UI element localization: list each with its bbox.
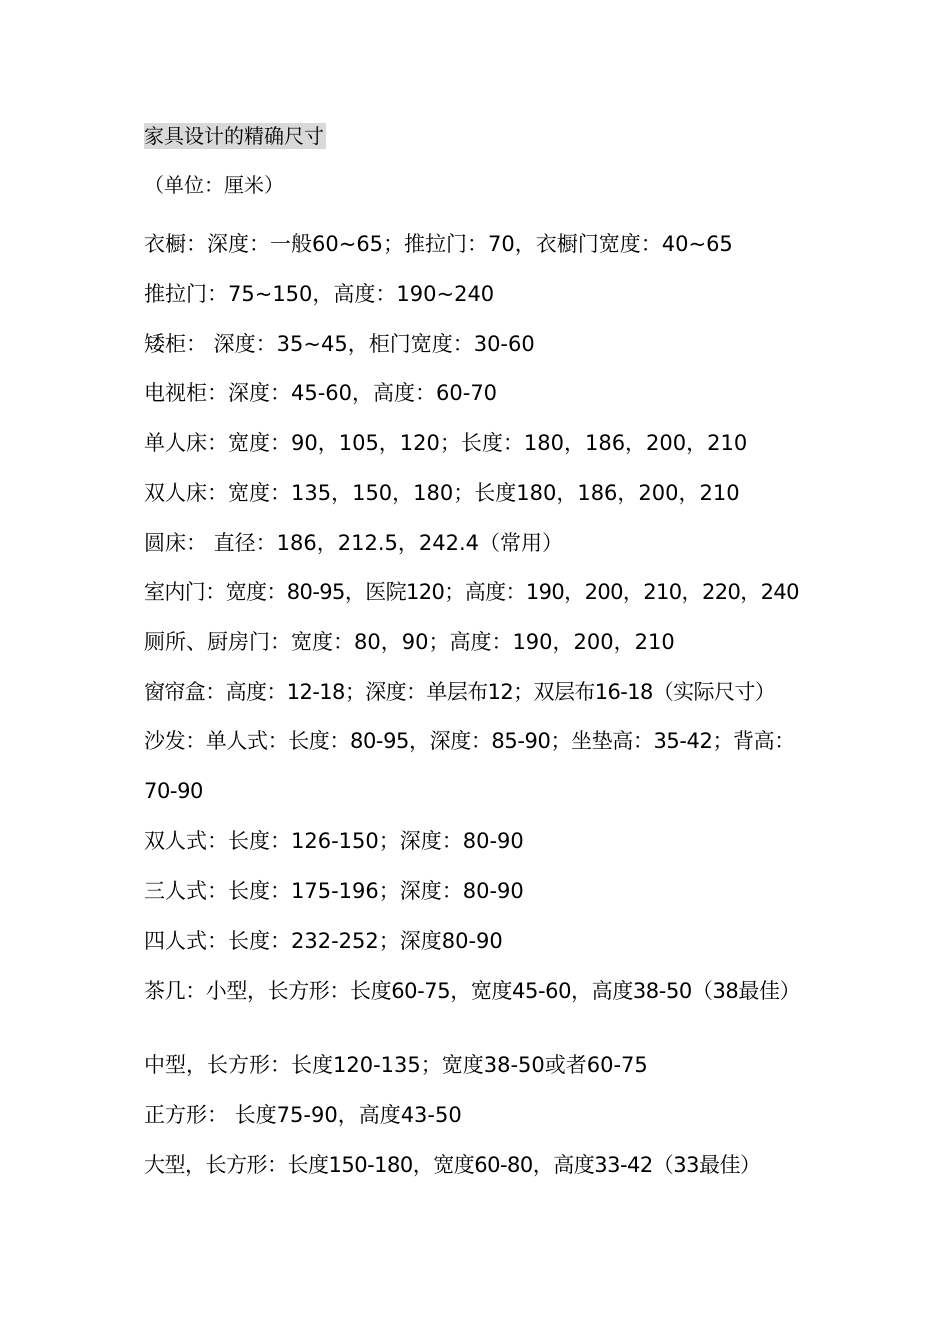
line-tea-table-medium: 中型，长方形：长度120-135；宽度38-50或者60-75 [144,1053,648,1077]
line-curtain-box: 窗帘盒：高度：12-18；深度：单层布12；双层布16-18（实际尺寸） [144,680,776,704]
line-double-bed: 双人床：宽度：135，150，180；长度180，186，200，210 [144,481,740,505]
line-tv-cabinet: 电视柜：深度：45-60，高度：60-70 [144,381,498,405]
line-wardrobe: 衣橱：深度：一般60~65；推拉门：70，衣橱门宽度：40~65 [144,232,733,256]
line-low-cabinet: 矮柜： 深度：35~45，柜门宽度：30-60 [144,332,535,356]
line-sliding-door: 推拉门：75~150，高度：190~240 [144,282,495,306]
document-title: 家具设计的精确尺寸 [144,124,324,148]
line-sofa-single: 沙发：单人式：长度：80-95，深度：85-90；坐垫高：35-42；背高：70-90 [144,729,795,803]
line-tea-table-small: 茶几：小型，长方形：长度60-75，宽度45-60，高度38-50（38最佳） [144,979,801,1003]
line-interior-door: 室内门：宽度：80-95，医院120；高度：190，200，210，220，240 [144,580,799,604]
line-single-bed: 单人床：宽度：90，105，120；长度：180，186，200，210 [144,431,748,455]
line-tea-table-square: 正方形： 长度75-90，高度43-50 [144,1103,462,1127]
line-round-bed: 圆床： 直径：186，212.5，242.4（常用） [144,531,563,555]
unit-note: （单位：厘米） [144,173,284,197]
line-sofa-double: 双人式：长度：126-150；深度：80-90 [144,829,524,853]
line-sofa-quad: 四人式：长度：232-252；深度80-90 [144,929,503,953]
line-sofa-triple: 三人式：长度：175-196；深度：80-90 [144,879,524,903]
line-tea-table-large: 大型，长方形：长度150-180，宽度60-80，高度33-42（33最佳） [144,1153,761,1177]
line-toilet-kitchen-door: 厕所、厨房门：宽度：80，90；高度：190，200，210 [144,630,675,654]
